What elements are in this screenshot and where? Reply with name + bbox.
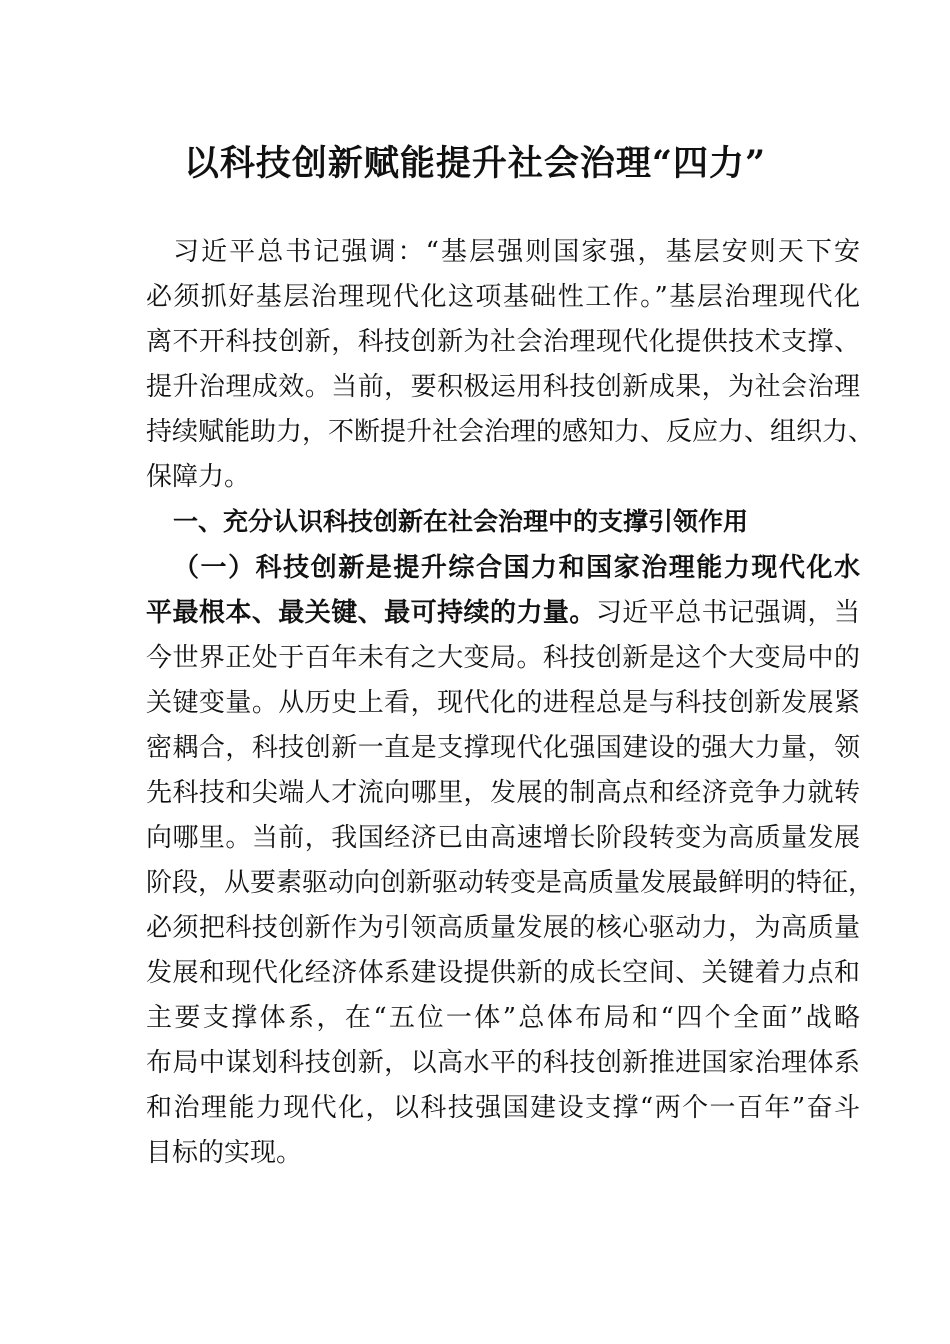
paragraph-line: 主要支撑体系，在“五位一体”总体布局和“四个全面”战略 — [146, 1003, 860, 1033]
paragraph-line: 离不开科技创新，科技创新为社会治理现代化提供技术支撑、 — [146, 327, 860, 357]
paragraph-line: 向哪里。当前，我国经济已由高速增长阶段转变为高质量发展 — [146, 823, 860, 853]
paragraph-line: 今世界正处于百年未有之大变局。科技创新是这个大变局中的 — [146, 643, 860, 673]
paragraph-line: 发展和现代化经济体系建设提供新的成长空间、关键着力点和 — [146, 958, 860, 988]
paragraph-line: 阶段，从要素驱动向创新驱动转变是高质量发展最鲜明的特征， — [146, 868, 875, 898]
paragraph-line: 目标的实现。 — [146, 1138, 303, 1168]
paragraph-line — [146, 593, 860, 633]
section-heading: 一、充分认识科技创新在社会治理中的支撑引领作用 — [173, 507, 749, 536]
paragraph-text: 习近平总书记强调，当 — [595, 598, 860, 628]
paragraph-line: 密耦合，科技创新一直是支撑现代化强国建设的强大力量，领 — [146, 733, 860, 763]
paragraph-line: 关键变量。从历史上看，现代化的进程总是与科技创新发展紧 — [146, 688, 860, 718]
subheading-text: 平最根本、最关键、最可持续的力量。 — [146, 598, 596, 628]
paragraph-line: 必须抓好基层治理现代化这项基础性工作。”基层治理现代化 — [146, 282, 860, 312]
paragraph-line: 和治理能力现代化，以科技强国建设支撑“两个一百年”奋斗 — [146, 1093, 860, 1123]
paragraph-line: 必须把科技创新作为引领高质量发展的核心驱动力，为高质量 — [146, 913, 860, 943]
paragraph-line: 习近平总书记强调：“基层强则国家强，基层安则天下安 — [173, 237, 860, 267]
paragraph-line: 提升治理成效。当前，要积极运用科技创新成果，为社会治理 — [146, 372, 860, 402]
paragraph-line: 先科技和尖端人才流向哪里，发展的制高点和经济竞争力就转 — [146, 778, 860, 808]
subheading-line: （一）科技创新是提升综合国力和国家治理能力现代化水 — [173, 553, 860, 583]
document-title: 以科技创新赋能提升社会治理“四力” — [183, 143, 767, 184]
paragraph-line: 布局中谋划科技创新，以高水平的科技创新推进国家治理体系 — [146, 1048, 860, 1078]
paragraph-line: 持续赋能助力，不断提升社会治理的感知力、反应力、组织力、 — [146, 417, 875, 447]
paragraph-line: 保障力。 — [146, 462, 251, 492]
